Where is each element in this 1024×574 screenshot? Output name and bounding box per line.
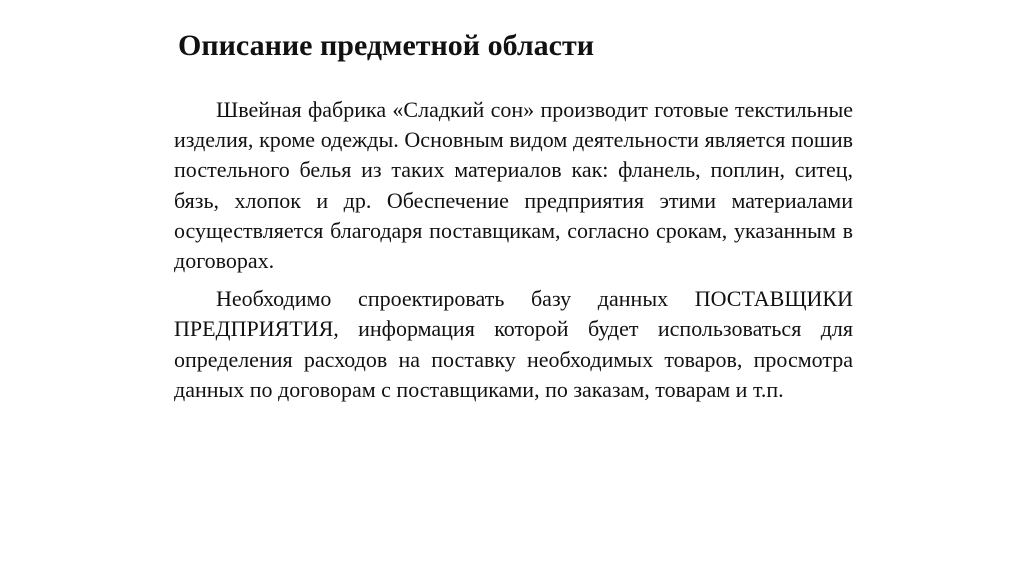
paragraph-database-task: Необходимо спроектировать базу данных ПОСТАВЩИКИ ПРЕДПРИЯТИЯ, информация которой будет использоваться для определения расходов на поставку необходимых товаров, просмотра данных по договорам с поставщиками, по заказам, товарам и т.п.: [174, 286, 853, 402]
slide-title: Описание предметной области: [178, 29, 595, 62]
slide-body: [174, 95, 853, 405]
paragraph-company-description: Швейная фабрика «Сладкий сон» производит готовые текстильные изделия, кроме одежды. Основным видом деятельности является пошив постельного белья из таких материалов как: фланель, поплин, ситец, бязь, хлопок и др. Обеспечение предприятия этими материалами осуществляется благодаря поставщикам, согласно срокам, указанным в договорах.: [174, 97, 853, 274]
